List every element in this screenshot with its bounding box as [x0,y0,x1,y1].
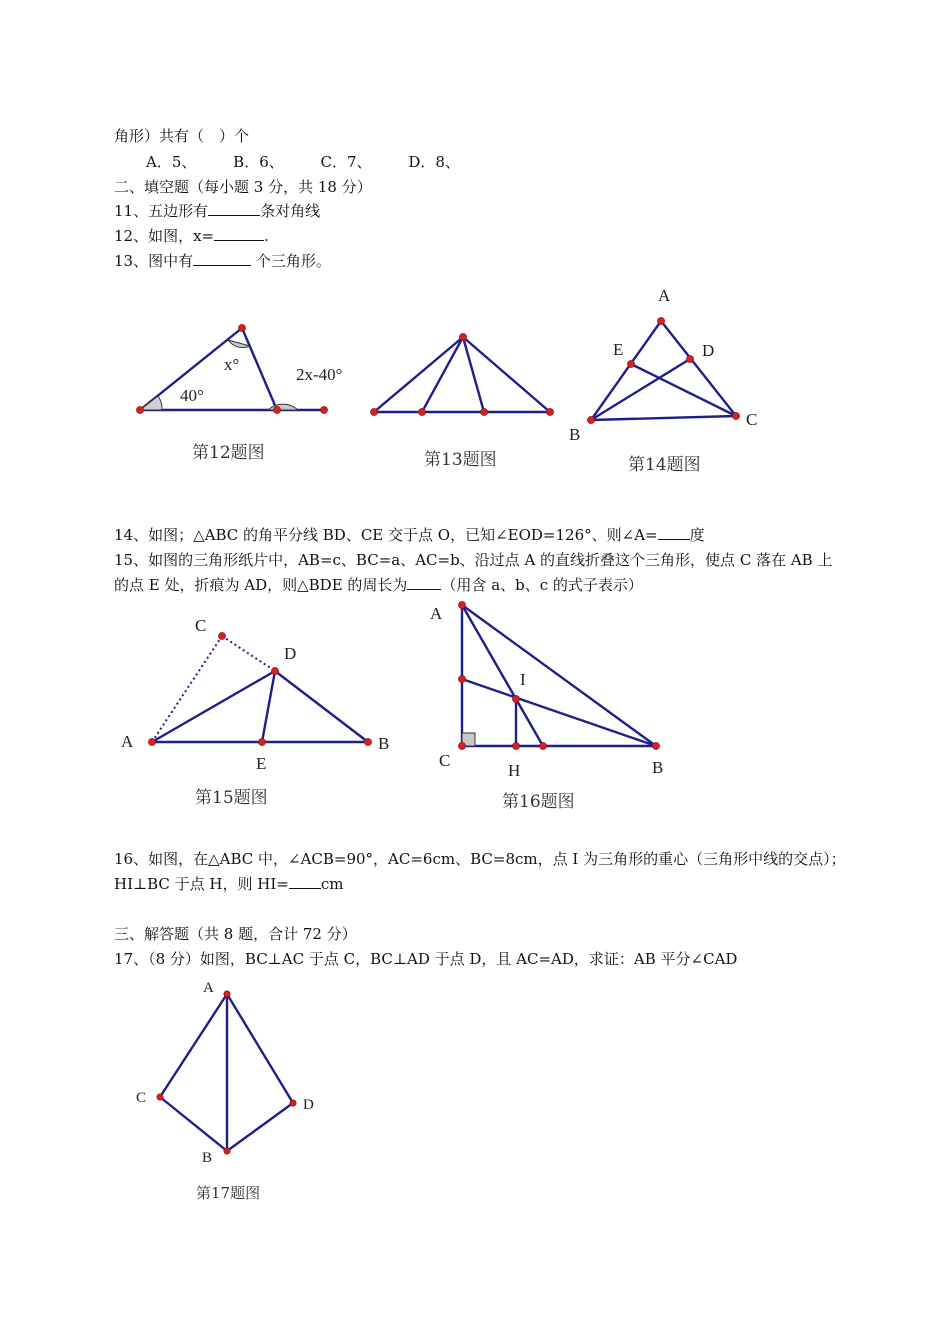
q11-after: 条对角线 [260,202,321,220]
q14-blank [658,525,690,540]
q13-after: 个三角形。 [251,252,331,270]
fig17-point-b [224,1148,230,1154]
fig15-point-a [148,738,155,745]
fig17-side-cb [160,1097,227,1151]
section3-title: 三、解答题（共 8 题，合计 72 分） [114,925,357,943]
fig17-label-a: A [203,980,214,996]
fig15-dotted-ac [152,636,222,742]
fig16-median-b [462,679,656,746]
q16-line2 [114,874,343,894]
fig16-point-b [652,742,659,749]
fig16-label-c: C [439,751,451,770]
figure-13 [360,320,570,480]
fig14-label-b: B [569,425,581,444]
fig15-fold-ad [152,671,275,742]
fig14-side-bc [591,416,736,420]
fig17-label-c: C [136,1090,147,1106]
fig13-point [370,408,377,415]
fig15-label-b: B [378,734,390,753]
fig13-point [546,408,553,415]
fig12-point [136,406,143,413]
fig15-point-d [271,667,278,674]
fig17-label-b: B [202,1150,213,1166]
fig17-side-ac [160,994,227,1097]
fig13-point [480,408,487,415]
fig15-point-c [218,632,225,639]
fig12-label-exterior: 2x-40° [296,365,343,384]
fig17-point-c [157,1094,163,1100]
fig12-label-x: x° [224,355,240,374]
q10-option-a: A．5、 [146,153,197,171]
figure-17 [120,975,340,1215]
fig14-point-c [732,412,739,419]
q10-option-c: C．7、 [320,153,372,171]
fig14-point-d [686,355,693,362]
fig15-label-a: A [121,732,134,751]
fig16-point-a [458,601,465,608]
q11-text [114,201,320,221]
figure-12 [120,300,350,480]
figure-14 [560,280,780,480]
fig17-caption: 第17题图 [196,1184,261,1202]
q10-text: 角形）共有（ ）个 [114,127,250,145]
q15-line1: 15、如图的三角形纸片中，AB=c、BC=a、AC=b、沿过点 A 的直线折叠这个三角形，使点 C 落在 AB 上 [114,551,833,569]
fig16-point-mid-cb [539,742,546,749]
fig15-label-d: D [284,644,297,663]
fig15-dotted-cd [222,636,275,671]
q12-blank [214,226,264,241]
fig16-label-i: I [520,670,526,689]
fig12-caption: 第12题图 [192,443,265,463]
q10-options [146,152,492,172]
fig17-side-db [227,1103,293,1151]
q15-before: 的点 E 处，折痕为 AD，则△BDE 的周长为 [114,576,408,594]
fig17-label-d: D [303,1097,314,1113]
q10-option-b: B．6、 [233,153,284,171]
q16-line1: 16、如图，在△ABC 中，∠ACB=90°，AC=6cm、BC=8cm，点 I 为三角形的重心（三角形中线的交点）； [114,850,846,868]
fig13-point [418,408,425,415]
fig12-point [320,406,327,413]
q16-blank [289,874,321,889]
fig14-side-ac [661,321,736,416]
q17-text: 17、（8 分）如图，BC⊥AC 于点 C，BC⊥AD 于点 D，且 AC=AD，求证：AB 平分∠CAD [114,950,738,968]
fig13-cevian-2 [463,337,484,412]
q16-after: cm [320,875,344,893]
q13-text [114,251,331,271]
fig17-point-d [290,1100,296,1106]
fig14-label-c: C [746,410,758,429]
fig12-label-40: 40° [180,386,204,405]
fig15-point-b [364,738,371,745]
fig12-left-angle-mark [140,396,162,410]
fig15-side-db [275,671,368,742]
fig16-point-mid-ac [458,675,465,682]
fig14-point-e [627,360,634,367]
fig12-exterior-angle-mark [268,404,298,410]
fig14-point-a [657,317,664,324]
q14-after: 度 [689,526,705,544]
fig15-label-c: C [195,616,207,635]
section2-title: 二、填空题（每小题 3 分，共 18 分） [114,178,372,196]
q16-before: HI⊥BC 于点 H，则 HI= [114,875,289,893]
fig12-point [238,324,245,331]
q10-option-d: D．8、 [408,153,460,171]
fig17-point-a [224,991,230,997]
fig15-side-de [262,671,275,742]
fig16-caption: 第16题图 [502,792,575,812]
fig14-label-d: D [702,341,715,360]
q15-blank [407,575,441,590]
fig15-point-e [258,738,265,745]
fig16-side-ab [462,605,656,746]
q14-before: 14、如图；△ABC 的角平分线 BD、CE 交于点 O，已知∠EOD=126°、则∠A= [114,526,658,544]
q13-before: 13、图中有 [114,252,194,270]
figure-16 [420,595,690,820]
fig13-point [459,333,466,340]
fig16-label-a: A [430,604,443,623]
fig16-median-a [462,605,543,746]
q14-text [114,525,705,545]
fig15-label-e: E [256,754,267,773]
q15-line2 [114,575,643,595]
fig14-caption: 第14题图 [628,455,701,475]
q13-blank [193,251,251,266]
fig16-label-b: B [652,758,664,777]
q11-blank [208,201,260,216]
fig13-side-right [463,337,550,412]
fig14-label-a: A [658,286,671,305]
fig14-side-ab [591,321,661,420]
fig17-side-ad [227,994,293,1103]
q11-before: 11、五边形有 [114,202,209,220]
fig13-caption: 第13题图 [424,450,497,470]
fig16-point-i [512,695,519,702]
fig12-side-right [242,328,277,410]
fig14-point-b [587,416,594,423]
fig16-point-h [512,742,519,749]
fig16-point-c [458,742,465,749]
q12-text [114,226,269,246]
q12-after: . [264,227,269,245]
fig15-caption: 第15题图 [195,788,268,808]
fig13-cevian-1 [422,337,463,412]
q15-after: （用含 a、b、c 的式子表示） [441,576,643,594]
q12-before: 12、如图，x= [114,227,215,245]
fig16-label-h: H [508,761,521,780]
figure-15 [110,605,410,815]
fig12-point [273,406,280,413]
fig14-bisector-ce [631,364,736,416]
fig13-side-left [374,337,463,412]
fig14-label-e: E [613,340,624,359]
